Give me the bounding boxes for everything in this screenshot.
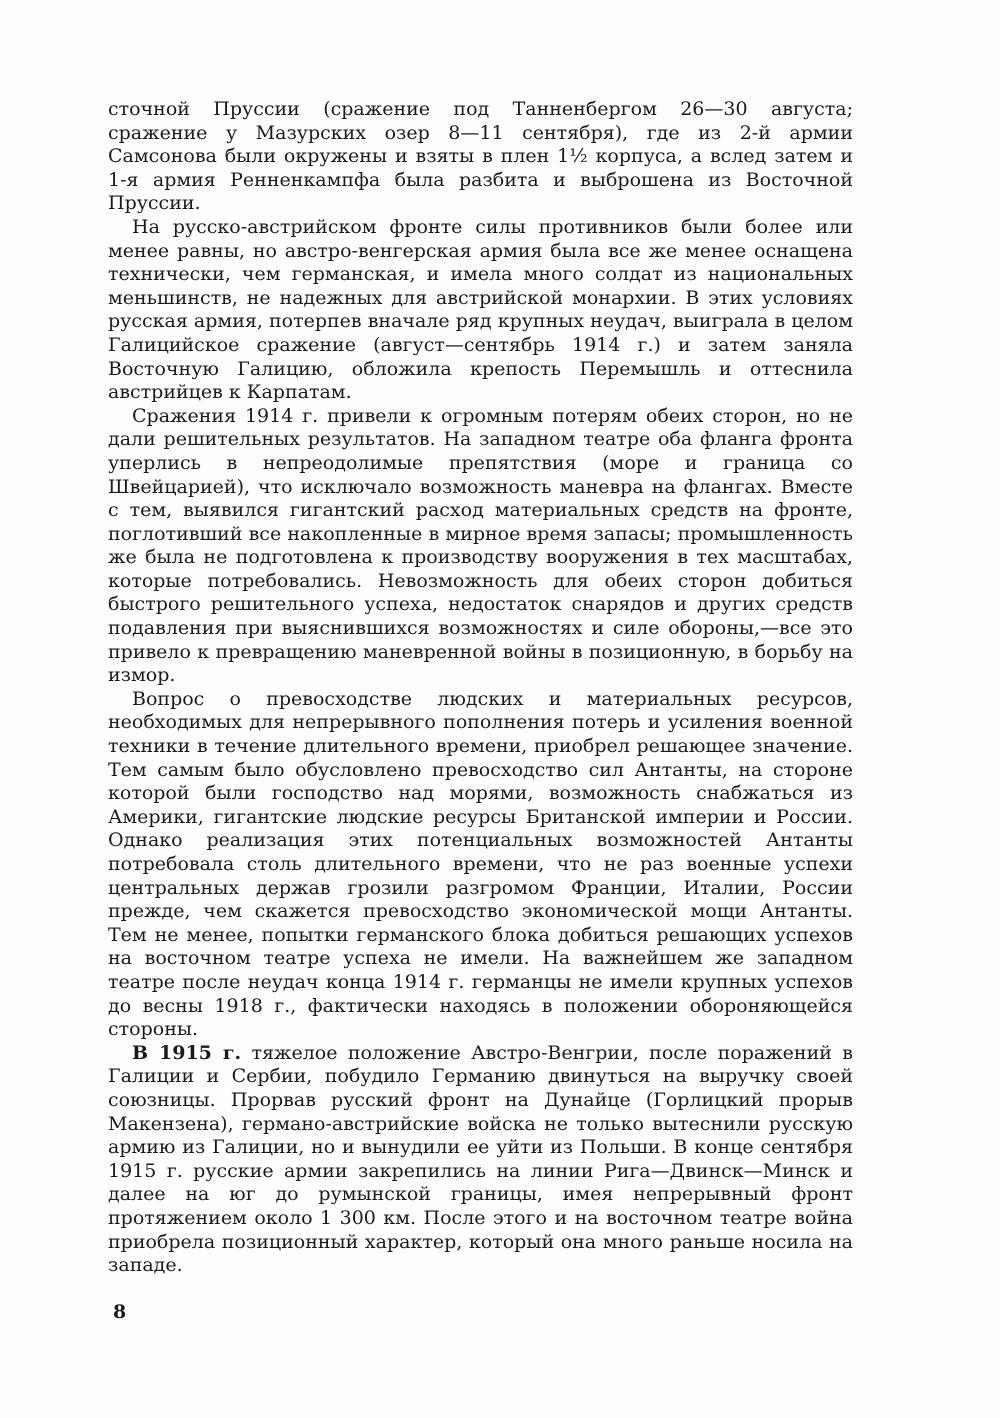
paragraph-austro-front [108, 216, 853, 405]
page-number: 8 [113, 1301, 127, 1323]
paragraph-text: тяжелое положение Австро-Венгрии, после поражений в Галиции и Сербии, побудило Германию двинуться на выручку своей союзницы. Прорвав русский фронт на Дунайце (Горлицкий прорыв Макензена), германо-австрийские войска не только вытеснили русскую армию из Галиции, но и вынудили ее уйти из Польши. В конце сентября 1915 г. русские армии закрепились на линии Рига—Двинск—Минск и далее на юг до румынской границы, имея непрерывный фронт протяжением около 1 300 км. После этого и на восточном театре война приобрела позиционный характер, который она много раньше носила на западе. [108, 1041, 853, 1277]
paragraph-lead-year: В 1915 г. [132, 1041, 242, 1064]
paragraph-text: На русско-австрийском фронте силы противников были более или менее равны, но австро-венгерская армия была все же менее оснащена технически, чем германская, и имела много солдат из национальных меньшинств, не надежных для австрийской монархии. В этих условиях русская армия, потерпев вначале ряд крупных неудач, выиграла в целом Галицийское сражение (август—сентябрь 1914 г.) и затем заняла Восточную Галицию, обложила крепость Перемышль и оттеснила австрийцев к Карпатам. [108, 215, 853, 404]
body-text [108, 98, 853, 1278]
paragraph-text: сточной Пруссии (сражение под Танненбергом 26—30 августа; сражение у Мазурских озер 8—11 сентября), где из 2-й армии Самсонова были окружены и взяты в плен 1½ корпуса, а вслед затем и 1-я армия Ренненкампфа была разбита и выброшена из Восточной Пруссии. [108, 98, 853, 215]
paragraph-resources [108, 688, 853, 1042]
paragraph-battles-1914 [108, 405, 853, 688]
paragraph-text: Сражения 1914 г. привели к огромным потерям обеих сторон, но не дали решительных результатов. На западном театре оба фланга фронта уперлись в непреодолимые препятствия (море и граница со Швейцарией), что исключало возможность маневра на флангах. Вместе с тем, выявился гигантский расход материальных средств на фронте, поглотивший все накопленные в мирное время запасы; промышленность же была не подготовлена к производству вооружения в тех масштабах, которые потребовались. Невозможность для обеих сторон добиться быстрого решительного успеха, недостаток снарядов и других средств подавления при выяснившихся возможностях и силе обороны,—все это привело к превращению маневренной войны в позиционную, в борьбу на измор. [108, 404, 853, 687]
paragraph-continuation [108, 98, 853, 216]
paragraph-1915 [108, 1042, 853, 1278]
paragraph-text: Вопрос о превосходстве людских и материальных ресурсов, необходимых для непрерывного пополнения потерь и усиления военной техники в течение длительного времени, приобрел решающее значение. Тем самым было обусловлено превосходство сил Антанты, на стороне которой были господство над морями, возможность снабжаться из Америки, гигантские людские ресурсы Британской империи и России. Однако реализация этих потенциальных возможностей Антанты потребовала столь длительного времени, что не раз военные успехи центральных держав грозили разгромом Франции, Италии, России прежде, чем скажется превосходство экономической мощи Антанты. Тем не менее, попытки германского блока добиться решающих успехов на восточном театре успеха не имели. На важнейшем же западном театре после неудач конца 1914 г. германцы не имели крупных успехов до весны 1918 г., фактически находясь в положении обороняющейся стороны. [108, 687, 853, 1041]
